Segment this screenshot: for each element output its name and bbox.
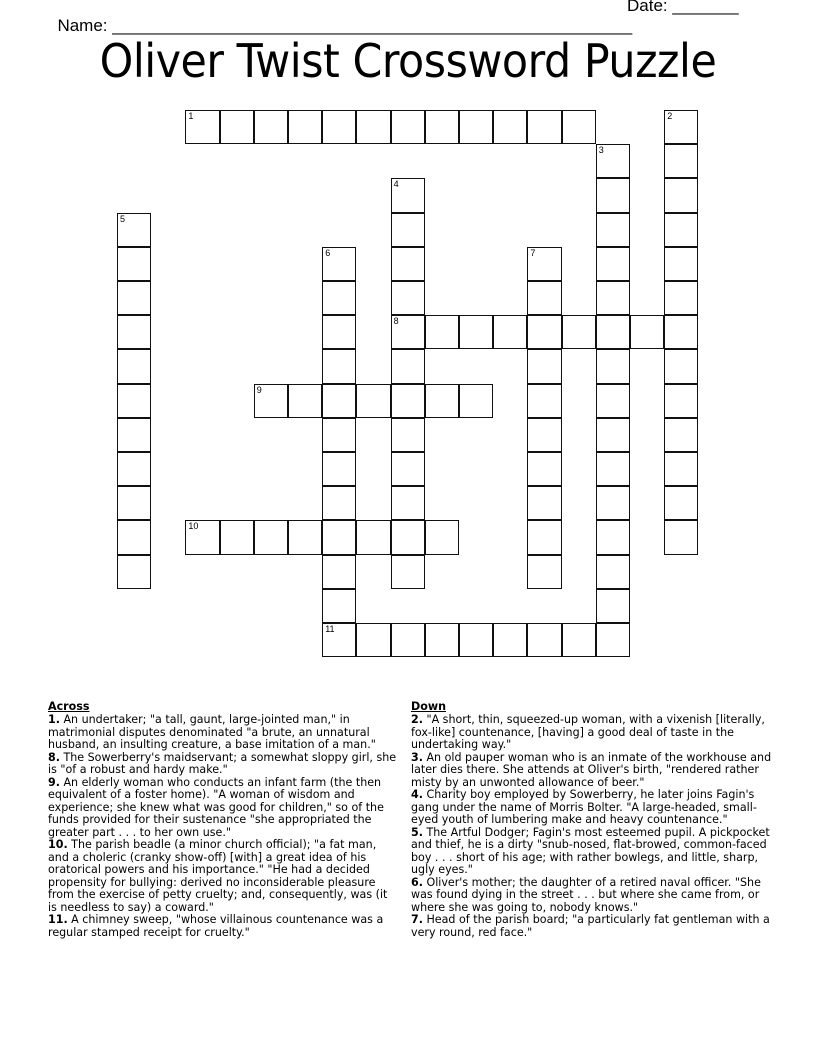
clue-number: 5.: [411, 825, 423, 839]
grid-cell[interactable]: [288, 110, 322, 144]
grid-cell[interactable]: [664, 247, 698, 281]
grid-cell[interactable]: [322, 623, 356, 657]
grid-cell[interactable]: [425, 623, 459, 657]
grid-cell[interactable]: [322, 589, 356, 623]
name-field[interactable]: Name: _______________________________________________________: [57, 16, 633, 35]
grid-cell[interactable]: [322, 349, 356, 383]
grid-cell[interactable]: [185, 110, 219, 144]
cell-number: 2: [667, 111, 673, 121]
cell-number: 8: [393, 316, 399, 327]
grid-cell[interactable]: [117, 349, 151, 383]
grid-cell[interactable]: [596, 315, 630, 349]
cell-number: 1: [188, 111, 194, 121]
grid-cell[interactable]: [117, 315, 151, 349]
clue-text: The Artful Dodger; Fagin's most esteemed pupil. A pickpocket and thief, he is a dirty "snub-nosed, flat-browed, common-faced boy . . . short of his age; with rather bowlegs, and little, sharp, ugly eyes.": [411, 825, 770, 876]
across-heading: Across: [48, 700, 90, 713]
cell-number: 4: [393, 179, 399, 190]
grid-cell[interactable]: [596, 452, 630, 486]
clue-down-7: [411, 914, 773, 939]
grid-cell[interactable]: [220, 520, 254, 554]
grid-cell[interactable]: [322, 555, 356, 589]
grid-cell[interactable]: [664, 178, 698, 212]
grid-cell[interactable]: [596, 555, 630, 589]
clue-text: An undertaker; "a tall, gaunt, large-jointed man," in matrimonial disputes denominated "a brute, an unnatural husband, an insulting creature, a base imitation of a man.": [48, 713, 376, 751]
grid-cell[interactable]: [596, 213, 630, 247]
clue-number: 10.: [48, 838, 68, 851]
grid-cell[interactable]: [322, 281, 356, 315]
grid-cell[interactable]: [527, 486, 561, 520]
grid-cell[interactable]: [527, 520, 561, 554]
grid-cell[interactable]: [117, 384, 151, 418]
grid-cell[interactable]: [322, 418, 356, 452]
grid-cell[interactable]: [596, 349, 630, 383]
grid-cell[interactable]: [425, 315, 459, 349]
grid-cell[interactable]: [117, 247, 151, 281]
down-clues: [411, 700, 773, 939]
clue-text: A chimney sweep, "whose villainous countenance was a regular stamped receipt for cruelty.": [48, 913, 384, 939]
grid-cell[interactable]: [117, 281, 151, 315]
down-heading: Down: [411, 700, 446, 713]
grid-cell[interactable]: [391, 452, 425, 486]
grid-cell[interactable]: [322, 315, 356, 349]
clue-number: 6.: [411, 875, 423, 889]
grid-cell[interactable]: [596, 281, 630, 315]
cell-number: 7: [530, 247, 536, 258]
clue-text: The parish beadle (a minor church official); "a fat man, and a choleric (cranky show-off) [with] a great idea of his oratorical powers and his importance." "He had a decided propensity for bullying: derived no inconsiderable pleasure from the exercise of petty cruelty; and, consequently, was (it is needless to say) a coward.": [48, 838, 388, 914]
grid-cell[interactable]: [664, 110, 698, 144]
grid-cell[interactable]: [596, 418, 630, 452]
grid-cell[interactable]: [322, 486, 356, 520]
grid-cell[interactable]: [664, 452, 698, 486]
cell-number: 6: [325, 247, 331, 258]
grid-cell[interactable]: [391, 281, 425, 315]
clue-down-6: [411, 877, 773, 915]
clue-text: "A short, thin, squeezed-up woman, with a vixenish [literally, fox-like] countenance, [having] a good deal of taste in the undertaking way.": [411, 713, 765, 751]
grid-cell[interactable]: [596, 144, 630, 178]
across-clues: [48, 700, 398, 939]
clue-text: The Sowerberry's maidservant; a somewhat sloppy girl, she is "of a robust and hardy make.": [48, 750, 397, 776]
clue-text: An old pauper woman who is an inmate of the workhouse and later dies there. She attends at Oliver's birth, "rendered rather misty by an unwonted allowance of beer.": [411, 750, 772, 789]
grid-cell[interactable]: [596, 384, 630, 418]
grid-cell[interactable]: [562, 623, 596, 657]
clue-down-5: [411, 827, 773, 877]
grid-cell[interactable]: [117, 213, 151, 247]
clue-number: 9.: [48, 775, 60, 789]
clue-number: 4.: [411, 788, 423, 801]
grid-cell[interactable]: [596, 486, 630, 520]
grid-cell[interactable]: [254, 110, 288, 144]
grid-cell[interactable]: [391, 213, 425, 247]
grid-cell[interactable]: [664, 213, 698, 247]
grid-cell[interactable]: [117, 486, 151, 520]
grid-cell[interactable]: [254, 520, 288, 554]
grid-cell[interactable]: [391, 555, 425, 589]
grid-cell[interactable]: [527, 110, 561, 144]
grid-cell[interactable]: [630, 315, 664, 349]
grid-cell[interactable]: [527, 555, 561, 589]
grid-cell[interactable]: [664, 281, 698, 315]
grid-cell[interactable]: [527, 349, 561, 383]
grid-cell[interactable]: [356, 110, 390, 144]
grid-cell[interactable]: [322, 452, 356, 486]
grid-cell[interactable]: [527, 623, 561, 657]
grid-cell[interactable]: [322, 520, 356, 554]
grid-cell[interactable]: [664, 349, 698, 383]
grid-cell[interactable]: [425, 520, 459, 554]
grid-cell[interactable]: [117, 520, 151, 554]
grid-cell[interactable]: [493, 315, 527, 349]
grid-cell[interactable]: [391, 315, 425, 349]
clue-text: Charity boy employed by Sowerberry, he later joins Fagin's gang under the name of Morris Bolter. "A large-headed, small-eyed youth of lumbering make and heavy countenance.": [411, 788, 757, 826]
grid-cell[interactable]: [391, 384, 425, 418]
grid-cell[interactable]: [596, 178, 630, 212]
grid-cell[interactable]: [596, 623, 630, 657]
grid-cell[interactable]: [664, 315, 698, 349]
grid-cell[interactable]: [562, 315, 596, 349]
clue-text: Head of the parish board; "a particularly fat gentleman with a very round, red face.": [411, 913, 770, 939]
cell-number: 11: [325, 624, 335, 634]
page-title: Oliver Twist Crossword Puzzle: [99, 34, 717, 88]
clue-across-11: [48, 914, 398, 939]
grid-cell[interactable]: [391, 486, 425, 520]
clue-down-4: [411, 789, 773, 827]
grid-cell[interactable]: [527, 247, 561, 281]
grid-cell[interactable]: [356, 384, 390, 418]
grid-cell[interactable]: [664, 520, 698, 554]
cell-number: 3: [598, 145, 604, 156]
clue-across-1: [48, 714, 398, 752]
grid-cell[interactable]: [527, 418, 561, 452]
clue-across-10: [48, 839, 398, 914]
grid-cell[interactable]: [322, 247, 356, 281]
clue-number: 11.: [48, 913, 68, 926]
grid-cell[interactable]: [391, 418, 425, 452]
grid-cell[interactable]: [288, 520, 322, 554]
clue-number: 2.: [411, 713, 423, 726]
clue-number: 7.: [411, 913, 423, 926]
grid-cell[interactable]: [527, 384, 561, 418]
cell-number: 9: [256, 384, 262, 395]
grid-cell[interactable]: [391, 349, 425, 383]
grid-cell[interactable]: [664, 418, 698, 452]
grid-cell[interactable]: [664, 486, 698, 520]
grid-cell[interactable]: [527, 315, 561, 349]
clue-number: 3.: [411, 750, 423, 764]
grid-cell[interactable]: [425, 110, 459, 144]
grid-cell[interactable]: [527, 281, 561, 315]
grid-cell[interactable]: [391, 110, 425, 144]
grid-cell[interactable]: [664, 384, 698, 418]
grid-cell[interactable]: [185, 520, 219, 554]
grid-cell[interactable]: [596, 520, 630, 554]
grid-cell[interactable]: [459, 623, 493, 657]
clue-down-3: [411, 752, 773, 790]
grid-cell[interactable]: [493, 623, 527, 657]
grid-cell[interactable]: [391, 247, 425, 281]
grid-cell[interactable]: [459, 384, 493, 418]
grid-cell[interactable]: [356, 623, 390, 657]
grid-cell[interactable]: [288, 384, 322, 418]
grid-cell[interactable]: [391, 520, 425, 554]
grid-cell[interactable]: [391, 178, 425, 212]
grid-cell[interactable]: [562, 110, 596, 144]
clue-text: An elderly woman who conducts an infant farm (the then equivalent of a foster home). "A woman of wisdom and experience; she knew what was good for children," so of the funds provided for their sustenance "she appropriated the greater part . . . to her own use.": [48, 775, 384, 839]
grid-cell[interactable]: [527, 452, 561, 486]
clue-across-9: [48, 777, 398, 840]
grid-cell[interactable]: [596, 247, 630, 281]
grid-cell[interactable]: [425, 384, 459, 418]
clue-across-8: [48, 752, 398, 777]
clue-down-2: [411, 714, 773, 752]
grid-cell[interactable]: [220, 110, 254, 144]
date-field[interactable]: Date: _______: [627, 0, 739, 15]
clue-text: Oliver's mother; the daughter of a retired naval officer. "She was found dying in the street . . . but where she came from, or where she was going to, nobody knows.": [411, 875, 761, 914]
clue-number: 1.: [48, 713, 60, 726]
grid-cell[interactable]: [391, 623, 425, 657]
cell-number: 5: [120, 213, 126, 224]
grid-cell[interactable]: [356, 520, 390, 554]
grid-cell[interactable]: [459, 315, 493, 349]
grid-cell[interactable]: [596, 589, 630, 623]
grid-cell[interactable]: [254, 384, 288, 418]
grid-cell[interactable]: [664, 144, 698, 178]
grid-cell[interactable]: [117, 452, 151, 486]
grid-cell[interactable]: [117, 418, 151, 452]
grid-cell[interactable]: [117, 555, 151, 589]
grid-cell[interactable]: [322, 384, 356, 418]
grid-cell[interactable]: [459, 110, 493, 144]
clue-number: 8.: [48, 750, 60, 764]
cell-number: 10: [188, 521, 199, 532]
grid-cell[interactable]: [493, 110, 527, 144]
grid-cell[interactable]: [322, 110, 356, 144]
